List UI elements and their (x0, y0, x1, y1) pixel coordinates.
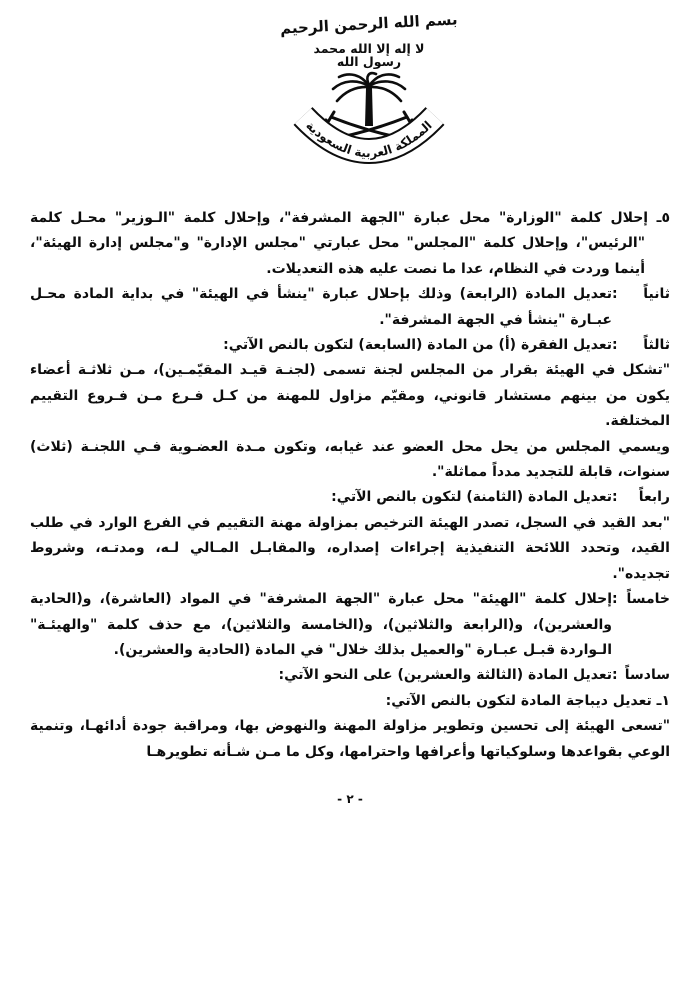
document-body (30, 206, 670, 765)
quoted-article-7a: "تشكل في الهيئة بقرار من المجلس لجنة تسمى (لجنـة قيـد المقيّمـين)، مـن ثلاثـة أعضاء يكون من بينهم مستشار قانوني، ومقيّم مزاول للمهنة من كـل فـرع مـن فـروع التقييم المختلفة. (30, 362, 670, 430)
clause-5-number: ٥ـ (656, 210, 671, 226)
section-fourth-text: تعديل المادة (الثامنة) لتكون بالنص الآتي: (331, 489, 612, 506)
quoted-article-8: "بعد القيد في السجل، تصدر الهيئة الترخيص بمزاولة مهنة التقييم في الفرع الوارد في طلب القيد، وتحدد اللائحة التنفيذية إجراءات إصداره، والمقابـل المـالي لـه، ومدتـه، وشروط تجديده". (30, 514, 670, 582)
section-fifth-text: إحلال كلمة "الهيئة" محل عبارة "الجهة المشرفة" في المواد (العاشرة)، و(الحادية والعشرين)، و(الرابعة والثلاثين)، و(الخامسة والثلاثين)، مع حذف كلمة "والهيئـة" الـواردة قبـل عبـارة "والعميل بذلك خلال" في المادة (الحادية والعشرين). (30, 591, 612, 658)
subclause-1-text: تعديل ديباجة المادة لتكون بالنص الآتي: (385, 692, 652, 709)
saudi-emblem (279, 70, 459, 180)
quoted-article-23-preamble: "تسعى الهيئة إلى تحسين وتطوير مزاولة المهنة والنهوض بها، ومراقبة جودة أدائهـا، وتنمية الوعي بقواعدها وسلوكياتها وأعرافها واحترامها، وكل ما مـن شـأنه تطويرهـا (30, 718, 670, 760)
clause-5-text: إحلال كلمة "الوزارة" محل عبارة "الجهة المشرفة"، وإحلال كلمة "الـوزير" محـل كلمة "الرئيس"، وإحلال كلمة "المجلس" محل عبارتي "مجلس الإدارة" و"مجلس إدارة الهيئة"، أينما وردت في النظام، عدا ما نصت عليه هذه التعديلات. (30, 210, 649, 277)
shahada-calligraphy: لا إله إلا الله محمد رسول الله (313, 41, 425, 69)
quoted-article-7a-continued: ويسمي المجلس من يحل محل العضو عند غيابه، وتكون مـدة العضـوية فـي اللجنـة (ثلاث) سنوات، قابلة للتجديد مدداً مماثلة". (30, 438, 670, 481)
clause-5 (30, 206, 670, 282)
section-fifth (30, 587, 670, 663)
section-second (30, 282, 670, 333)
section-third-text: تعديل الفقرة (أ) من المادة (السابعة) لتكون بالنص الآتي: (223, 337, 612, 354)
marker-colon: : (612, 489, 618, 506)
section-fourth-marker: رابعاً : (612, 485, 670, 510)
subclause-1 (30, 689, 670, 714)
section-second-text: تعديل المادة (الرابعة) وذلك بإحلال عبارة "ينشأ في الهيئة" في بداية المادة محـل عبـارة "ينشأ في الجهة المشرفة". (30, 286, 612, 328)
section-sixth-marker: سادساً : (612, 663, 670, 688)
section-third-marker: ثالثاً : (612, 333, 670, 358)
document-header (19, 10, 700, 180)
section-fourth (30, 485, 670, 510)
marker-colon: : (612, 337, 618, 354)
banner-text: المملكة العربية السعودية (303, 118, 435, 161)
section-second-marker: ثانياً : (612, 282, 670, 333)
page-number: - ٢ - (337, 792, 363, 806)
marker-colon: : (612, 667, 618, 684)
section-fifth-marker: خامساً : (612, 587, 670, 663)
bismillah-calligraphy: بسم الله الرحمن الرحيم (279, 10, 459, 38)
section-third (30, 333, 670, 358)
section-sixth-text: تعديل المادة (الثالثة والعشرين) على النحو الآتي: (278, 667, 612, 684)
subclause-1-number: ١ـ (656, 692, 670, 709)
section-sixth (30, 663, 670, 688)
palm-trunk (365, 88, 373, 126)
marker-colon: : (612, 286, 618, 303)
marker-colon: : (612, 591, 618, 608)
